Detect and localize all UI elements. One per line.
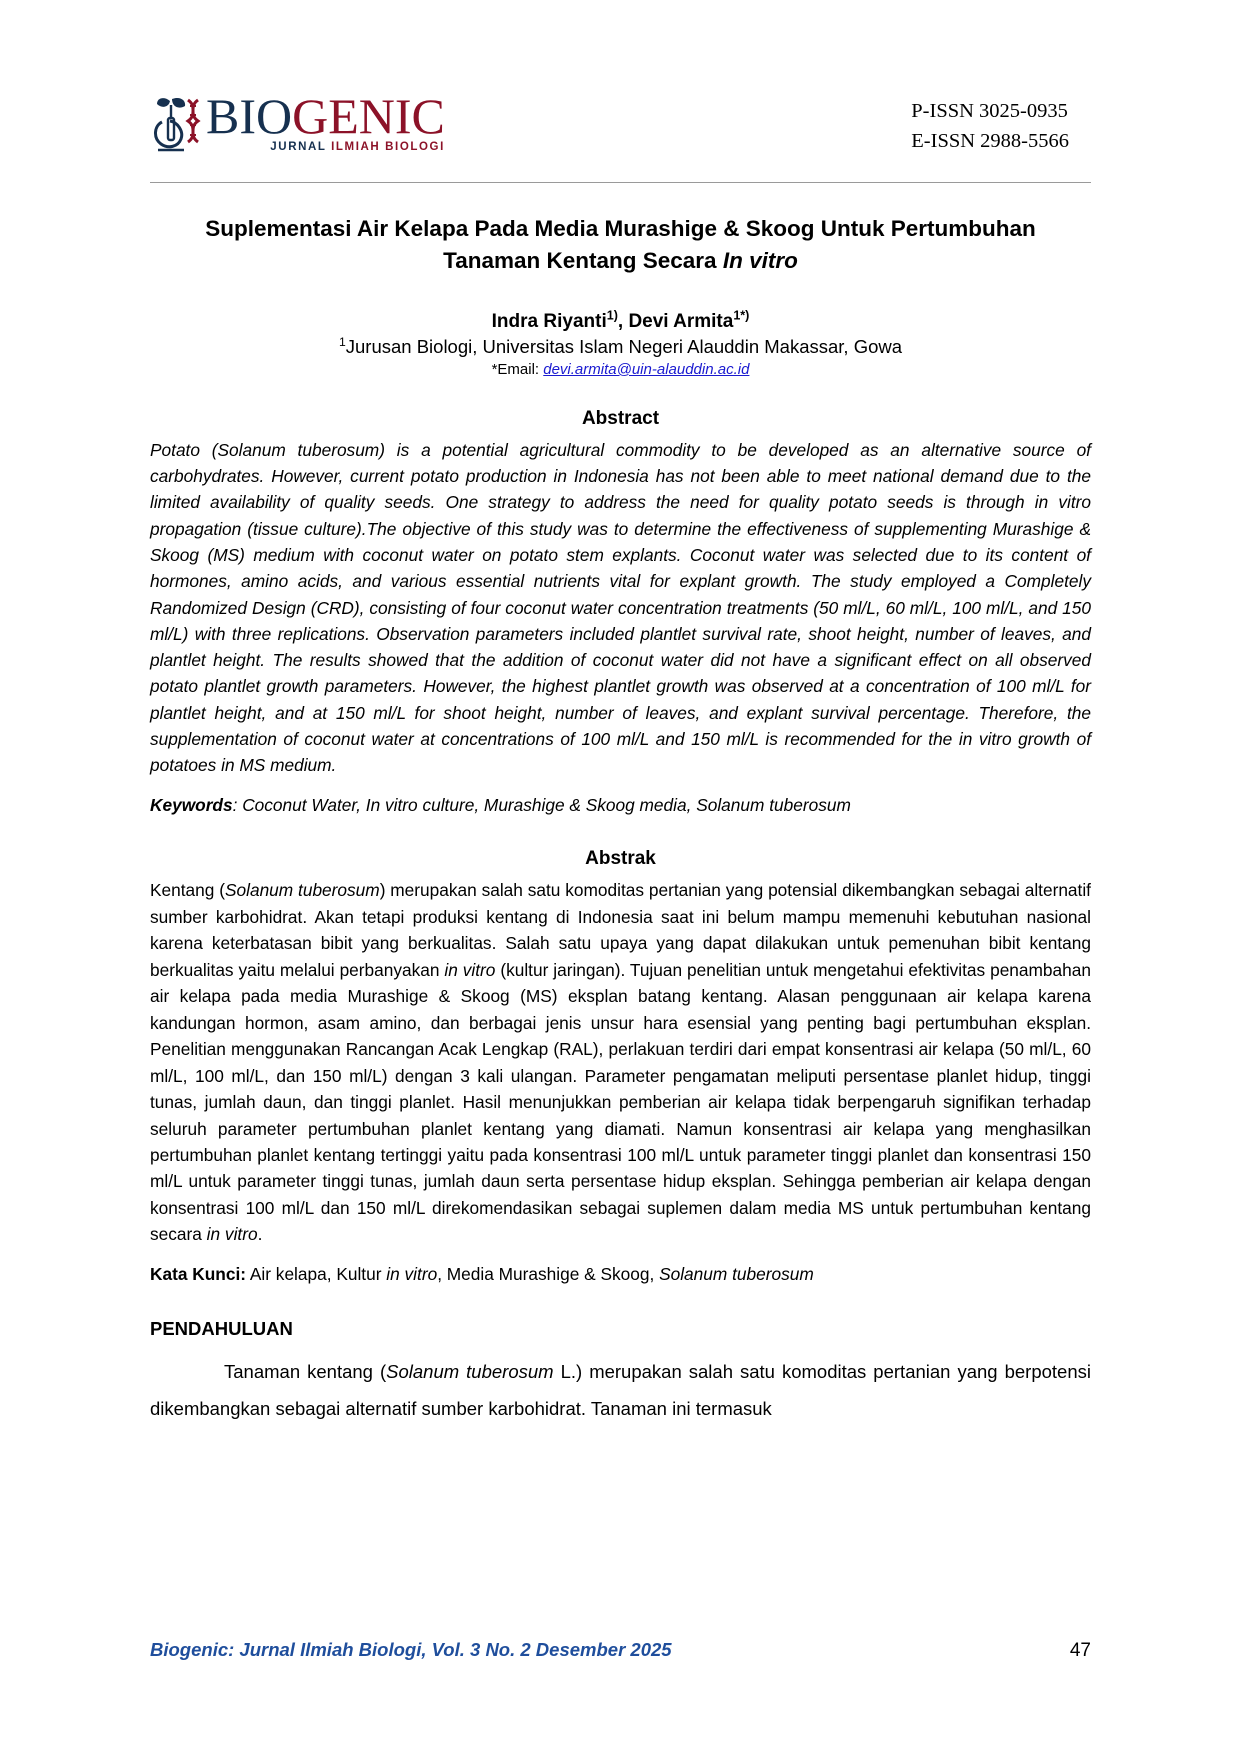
abstract-id-seg3: (kultur jaringan). Tujuan penelitian untuk mengetahui efektivitas penambahan air kelapa pada media Murashige & Skoog (MS) eksplan batang kentang. Alasan penggunaan air kelapa karena kandungan hormon, asam amino, dan berbagai jenis unsur hara esensial yang penting bagi pertumbuhan eksplan. Penelitian menggunakan Rancangan Acak Lengkap (RAL), perlakuan terdiri dari empat konsentrasi air kelapa (50 ml/L, 60 ml/L, 100 ml/L, dan 150 ml/L) dengan 3 kali ulangan. Parameter pengamatan meliputi persentase planlet hidup, tinggi tunas, jumlah daun, dan tinggi planlet. Hasil menunjukkan pemberian air kelapa tidak berpengaruh signifikan terhadap seluruh parameter pertumbuhan planlet kentang yang diamati. Namun konsentrasi air kelapa yang menghasilkan pertumbuhan planlet kentang tertinggi yaitu pada konsentrasi 100 ml/L untuk parameter tinggi planlet dan konsentrasi 150 ml/L untuk parameter tinggi tunas, jumlah daun serta persentase hidup eksplan. Sehingga pemberian air kelapa dengan konsentrasi 100 ml/L dan 150 ml/L direkomendasikan sebagai suplemen dalam media MS untuk pertumbuhan kentang secara — [150, 959, 1091, 1245]
journal-tagline — [270, 142, 445, 154]
article-title — [168, 213, 1073, 277]
body-paragraph-1 — [150, 1353, 1091, 1428]
wordmark-io: IO — [239, 88, 293, 144]
p-issn: P-ISSN 3025-0935 — [911, 100, 1068, 122]
email-link[interactable]: devi.armita@uin-alauddin.ac.id — [543, 360, 750, 378]
journal-logo-text — [206, 88, 445, 154]
body-par1-italic1: Solanum tuberosum — [386, 1360, 554, 1382]
footer-page-number: 47 — [1069, 1640, 1091, 1661]
keywords-en — [150, 793, 1091, 819]
body-par1-seg2: L.) merupakan salah satu komoditas pertanian yang berpotensi dikembangkan sebagai alternatif sumber karbohidrat. Tanaman ini termasuk — [150, 1360, 1091, 1420]
masthead — [150, 88, 1091, 176]
abstract-id-italic1: Solanum tuberosum — [224, 880, 380, 901]
article-title-line1: Suplementasi Air Kelapa Pada Media Murashige & Skoog Untuk Pertumbuhan — [205, 216, 1036, 241]
author-list: Indra Riyanti$^{1)}$, Devi Armita$^{1*)}$ — [491, 308, 750, 332]
keywords-id-seg2: , Media Murashige & Skoog, — [437, 1263, 660, 1284]
tagline-jurnal: JURNAL — [270, 141, 332, 153]
abstract-id-seg2: ) merupakan salah satu komoditas pertanian yang potensial dikembangkan sebagai alternatif sumber karbohidrat. Akan tetapi produksi kentang di Indonesia saat ini belum mampu memenuhi kebutuhan nasional karena keterbatasan bibit yang berkualitas. Salah satu upaya yang dapat dilakukan untuk pemenuhan bibit kentang berkualitas yaitu melalui perbanyakan — [150, 880, 1091, 980]
author-1-name: Indra Riyanti — [491, 310, 607, 332]
tagline-ilmiah-biologi: ILMIAH BIOLOGI — [331, 141, 445, 153]
page-footer — [150, 1639, 1091, 1662]
abstract-heading-id: Abstrak — [585, 848, 656, 870]
masthead-divider — [150, 182, 1091, 183]
keywords-id-label: Kata Kunci: — [150, 1263, 247, 1284]
abstract-id-seg4: . — [257, 1224, 263, 1245]
affiliation-text: Jurusan Biologi, Universitas Islam Negeri Alauddin Makassar, Gowa — [345, 335, 903, 357]
abstract-heading-en: Abstract — [581, 407, 660, 429]
article-title-line2-plain: Tanaman Kentang Secara — [443, 247, 723, 273]
keywords-id — [150, 1262, 1091, 1288]
abstract-body-en: Potato (Solanum tuberosum) is a potential agricultural commodity to be developed as an alternative source of carbohydrates. However, current potato production in Indonesia has not been able to meet national demand due to the limited availability of quality seeds. One strategy to address the need for quality potato seeds is through in vitro propagation (tissue culture).The objective of this study was to determine the effectiveness of supplementing Murashige & Skoog (MS) medium with coconut water on potato stem explants. Coconut water was selected due to its content of hormones, amino acids, and various essential nutrients vital for explant growth. The study employed a Completely Randomized Design (CRD), consisting of four coconut water concentration treatments (50 ml/L, 60 ml/L, 100 ml/L, and 150 ml/L) with three replications. Observation parameters included plantlet survival rate, shoot height, number of leaves, and plantlet height. The results showed that the addition of coconut water did not have a significant effect on all observed potato plantlet growth parameters. However, the highest plantlet growth was observed at a concentration of 100 ml/L for plantlet height, and at 150 ml/L for shoot height, number of leaves, and explant survival percentage. Therefore, the supplementation of coconut water at concentrations of 100 ml/L and 150 ml/L is recommended for the in vitro growth of potatoes in MS medium. — [150, 439, 1091, 776]
corresponding-email-line — [150, 361, 1091, 378]
issn-block — [911, 88, 1091, 156]
author-2-name: Devi Armita — [628, 310, 734, 332]
biogenic-emblem-icon — [150, 92, 206, 154]
email-label: *Email: — [491, 360, 544, 378]
keywords-en-label: Keywords — [150, 794, 233, 815]
journal-logo — [150, 88, 445, 154]
affiliation-marker: 1 — [338, 334, 346, 349]
wordmark-genic: GENIC — [292, 88, 445, 144]
keywords-en-value: : Coconut Water, In vitro culture, Murashige & Skoog media, Solanum tuberosum — [232, 794, 851, 815]
author-2-affiliation-marker: 1*) — [733, 308, 750, 323]
keywords-id-italic1: in vitro — [386, 1263, 438, 1284]
article-title-line2-italic: In vitro — [722, 247, 798, 273]
keywords-id-italic2: Solanum tuberosum — [659, 1263, 814, 1284]
author-affiliation — [150, 336, 1091, 358]
footer-citation: Biogenic: Jurnal Ilmiah Biologi, Vol. 3 No. 2 Desember 2025 — [150, 1639, 672, 1660]
author-1-affiliation-marker: 1) — [606, 308, 618, 323]
keywords-id-seg1: Air kelapa, Kultur — [246, 1263, 387, 1284]
abstract-id-seg1: Kentang ( — [150, 880, 225, 901]
wordmark-b: B — [206, 88, 240, 144]
e-issn: E-ISSN 2988-5566 — [911, 129, 1069, 152]
abstract-body-id — [150, 877, 1091, 1247]
journal-wordmark — [206, 88, 445, 144]
body-par1-seg1: Tanaman kentang ( — [224, 1360, 387, 1382]
abstract-id-italic3: in vitro — [206, 1224, 258, 1245]
abstract-id-italic2: in vitro — [444, 959, 496, 980]
section-heading-pendahuluan: PENDAHULUAN — [150, 1317, 293, 1339]
